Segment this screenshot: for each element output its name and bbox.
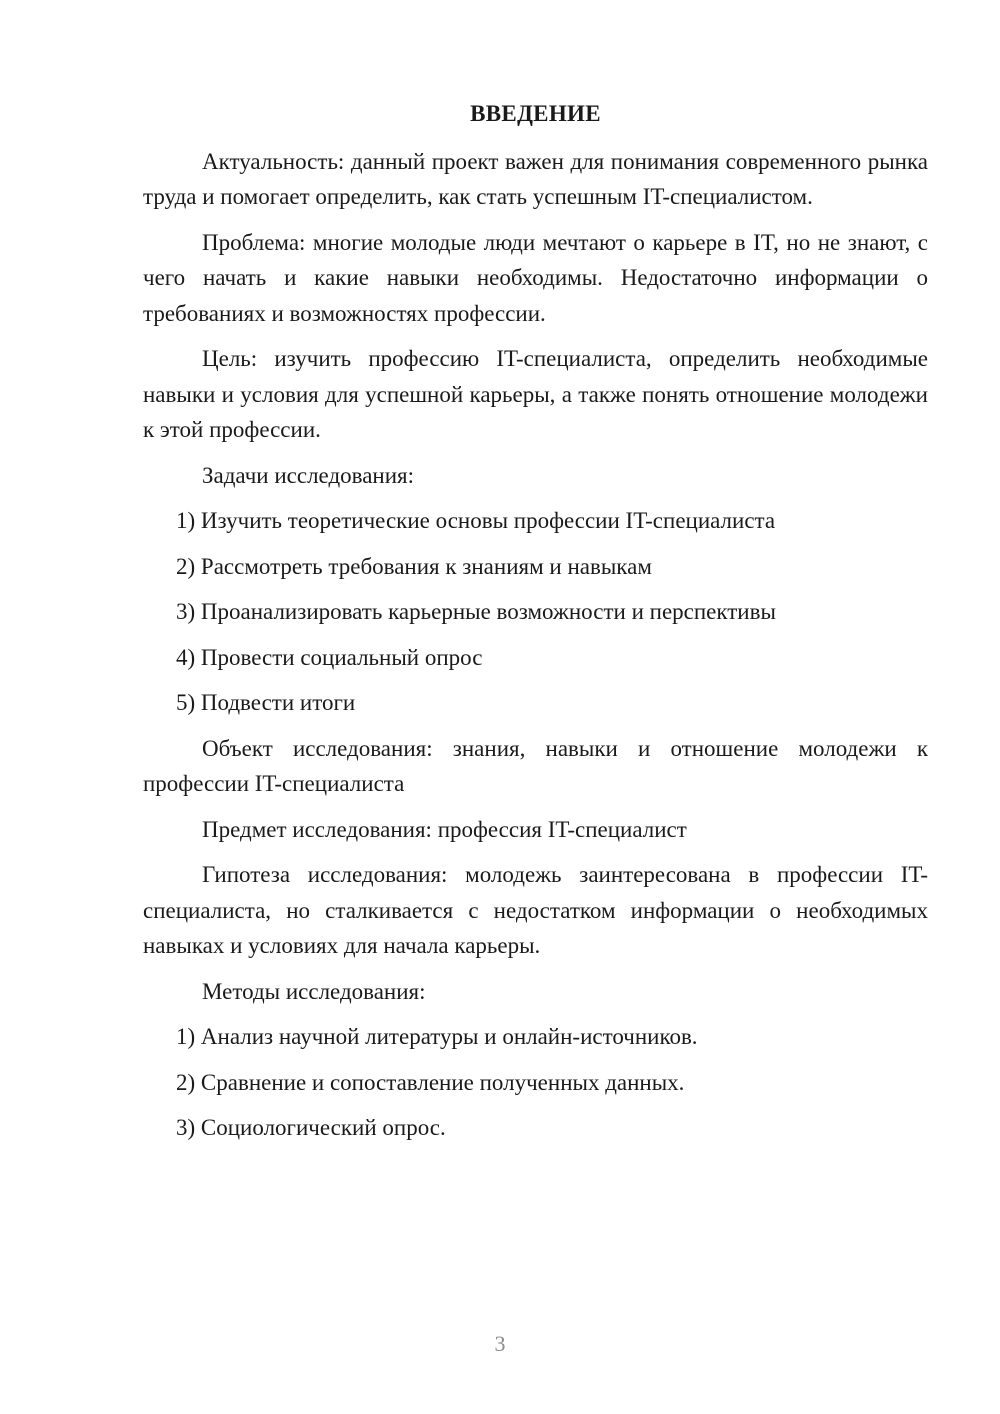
task-item: 4) Провести социальный опрос [176, 644, 483, 670]
task-item: 1) Изучить теоретические основы профессии IT-специалиста [176, 508, 776, 533]
goal-paragraph: Цель: изучить профессию IT-специалиста, определить необходимые навыки и условия для успешной карьеры, а также понять отношение молодежи к этой профессии. [143, 346, 928, 442]
object-paragraph: Объект исследования: знания, навыки и отношение молодежи к профессии IT-специалиста [143, 735, 928, 796]
task-item: 5) Подвести итоги [176, 690, 356, 715]
tasks-heading: Задачи исследования: [202, 462, 415, 488]
actuality-paragraph: Актуальность: данный проект важен для понимания современного рынка труда и помогает определить, как стать успешным IT-специалистом. [143, 148, 928, 209]
page-number: 3 [494, 1331, 506, 1356]
hypothesis-paragraph: Гипотеза исследования: молодежь заинтересована в профессии IT-специалиста, но сталкивается с недостатком информации о необходимых навыках и условиях для начала карьеры. [143, 862, 928, 958]
method-item: 3) Социологический опрос. [176, 1115, 446, 1140]
method-item: 2) Сравнение и сопоставление полученных данных. [176, 1069, 685, 1095]
page-content [143, 96, 928, 1156]
task-item: 3) Проанализировать карьерные возможности и перспективы [176, 599, 776, 624]
subject-paragraph: Предмет исследования: профессия IT-специалист [202, 816, 687, 842]
problem-paragraph: Проблема: многие молодые люди мечтают о карьере в IT, но не знают, с чего начать и какие навыки необходимы. Недостаточно информации о требованиях и возможностях профессии. [143, 229, 928, 326]
task-item: 2) Рассмотреть требования к знаниям и навыкам [176, 553, 652, 579]
page-title: ВВЕДЕНИЕ [470, 101, 601, 126]
method-item: 1) Анализ научной литературы и онлайн-источников. [176, 1024, 698, 1049]
methods-heading: Методы исследования: [202, 978, 426, 1004]
